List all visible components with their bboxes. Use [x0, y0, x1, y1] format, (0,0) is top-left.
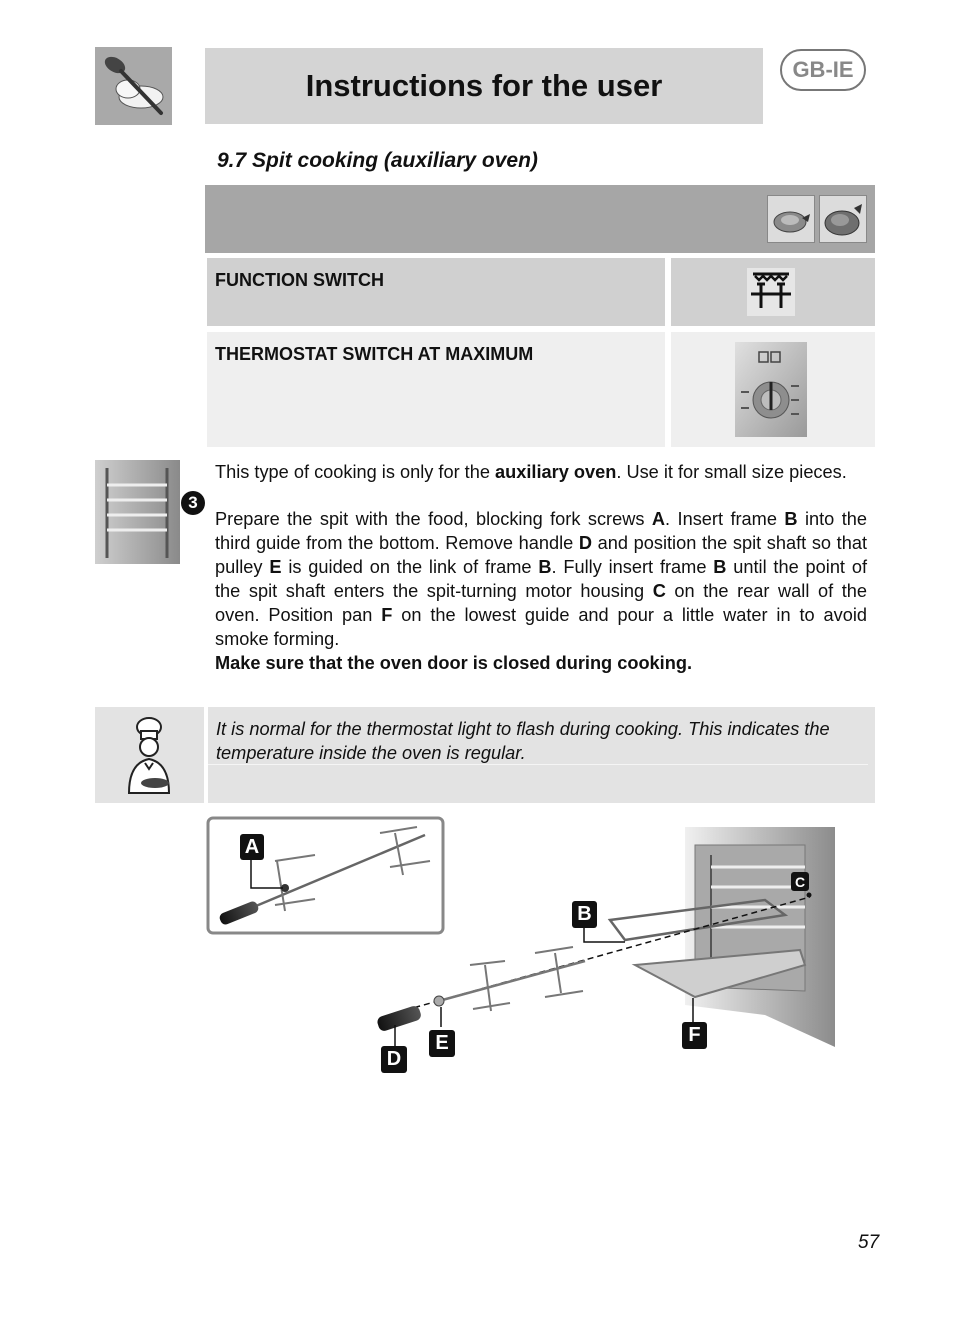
section-title: 9.7 Spit cooking (auxiliary oven) [217, 149, 538, 172]
paragraph-steps: Prepare the spit with the food, blocking fork screws A. Insert frame B into the third guide from the bottom. Remove handle D and position the spit shaft so that pulley E is guided on the link of frame B. Fully insert frame B until the point of the spit shaft enters the spit-turning motor housing C on the rear wall of the oven. Position pan F on the lowest guide and pour a little water in to avoid smoke forming. [215, 509, 868, 649]
label-b: B [572, 901, 597, 928]
language-badge: GB-IE [780, 49, 866, 91]
brand-logo-icon [95, 47, 172, 125]
label-d: D [381, 1046, 407, 1073]
label-a: A [240, 834, 264, 860]
paragraph-intro: This type of cooking is only for the auxiliary oven. Use it for small size pieces. [215, 462, 847, 482]
guide-number-badge: 3 [181, 491, 205, 515]
label-e: E [429, 1030, 455, 1057]
roast-chicken-icon [819, 195, 867, 243]
page-title: Instructions for the user [305, 68, 663, 103]
spit-assembly-figure [205, 815, 845, 1080]
thermostat-knob-icon [735, 342, 807, 437]
thermostat-row [207, 332, 665, 447]
label-f: F [682, 1022, 707, 1049]
spit-function-icon [747, 268, 795, 316]
oven-shelf-guides-icon [95, 460, 180, 564]
roast-meat-icon [767, 195, 815, 243]
header-bar [205, 48, 763, 124]
note-text: It is normal for the thermostat light to flash during cooking. This indicates the temperature inside the oven is regular. [216, 719, 830, 763]
thermostat-cell [671, 332, 875, 447]
label-c: C [791, 872, 809, 891]
door-warning: Make sure that the oven door is closed during cooking. [215, 653, 692, 673]
note-box [208, 707, 875, 803]
thermostat-label: THERMOSTAT SWITCH AT MAXIMUM [215, 344, 534, 364]
instructions-text [215, 460, 867, 675]
function-switch-label: FUNCTION SWITCH [215, 270, 384, 290]
chef-icon [95, 707, 204, 803]
page-number: 57 [858, 1232, 880, 1253]
function-switch-cell [671, 258, 875, 326]
function-switch-row [207, 258, 665, 326]
